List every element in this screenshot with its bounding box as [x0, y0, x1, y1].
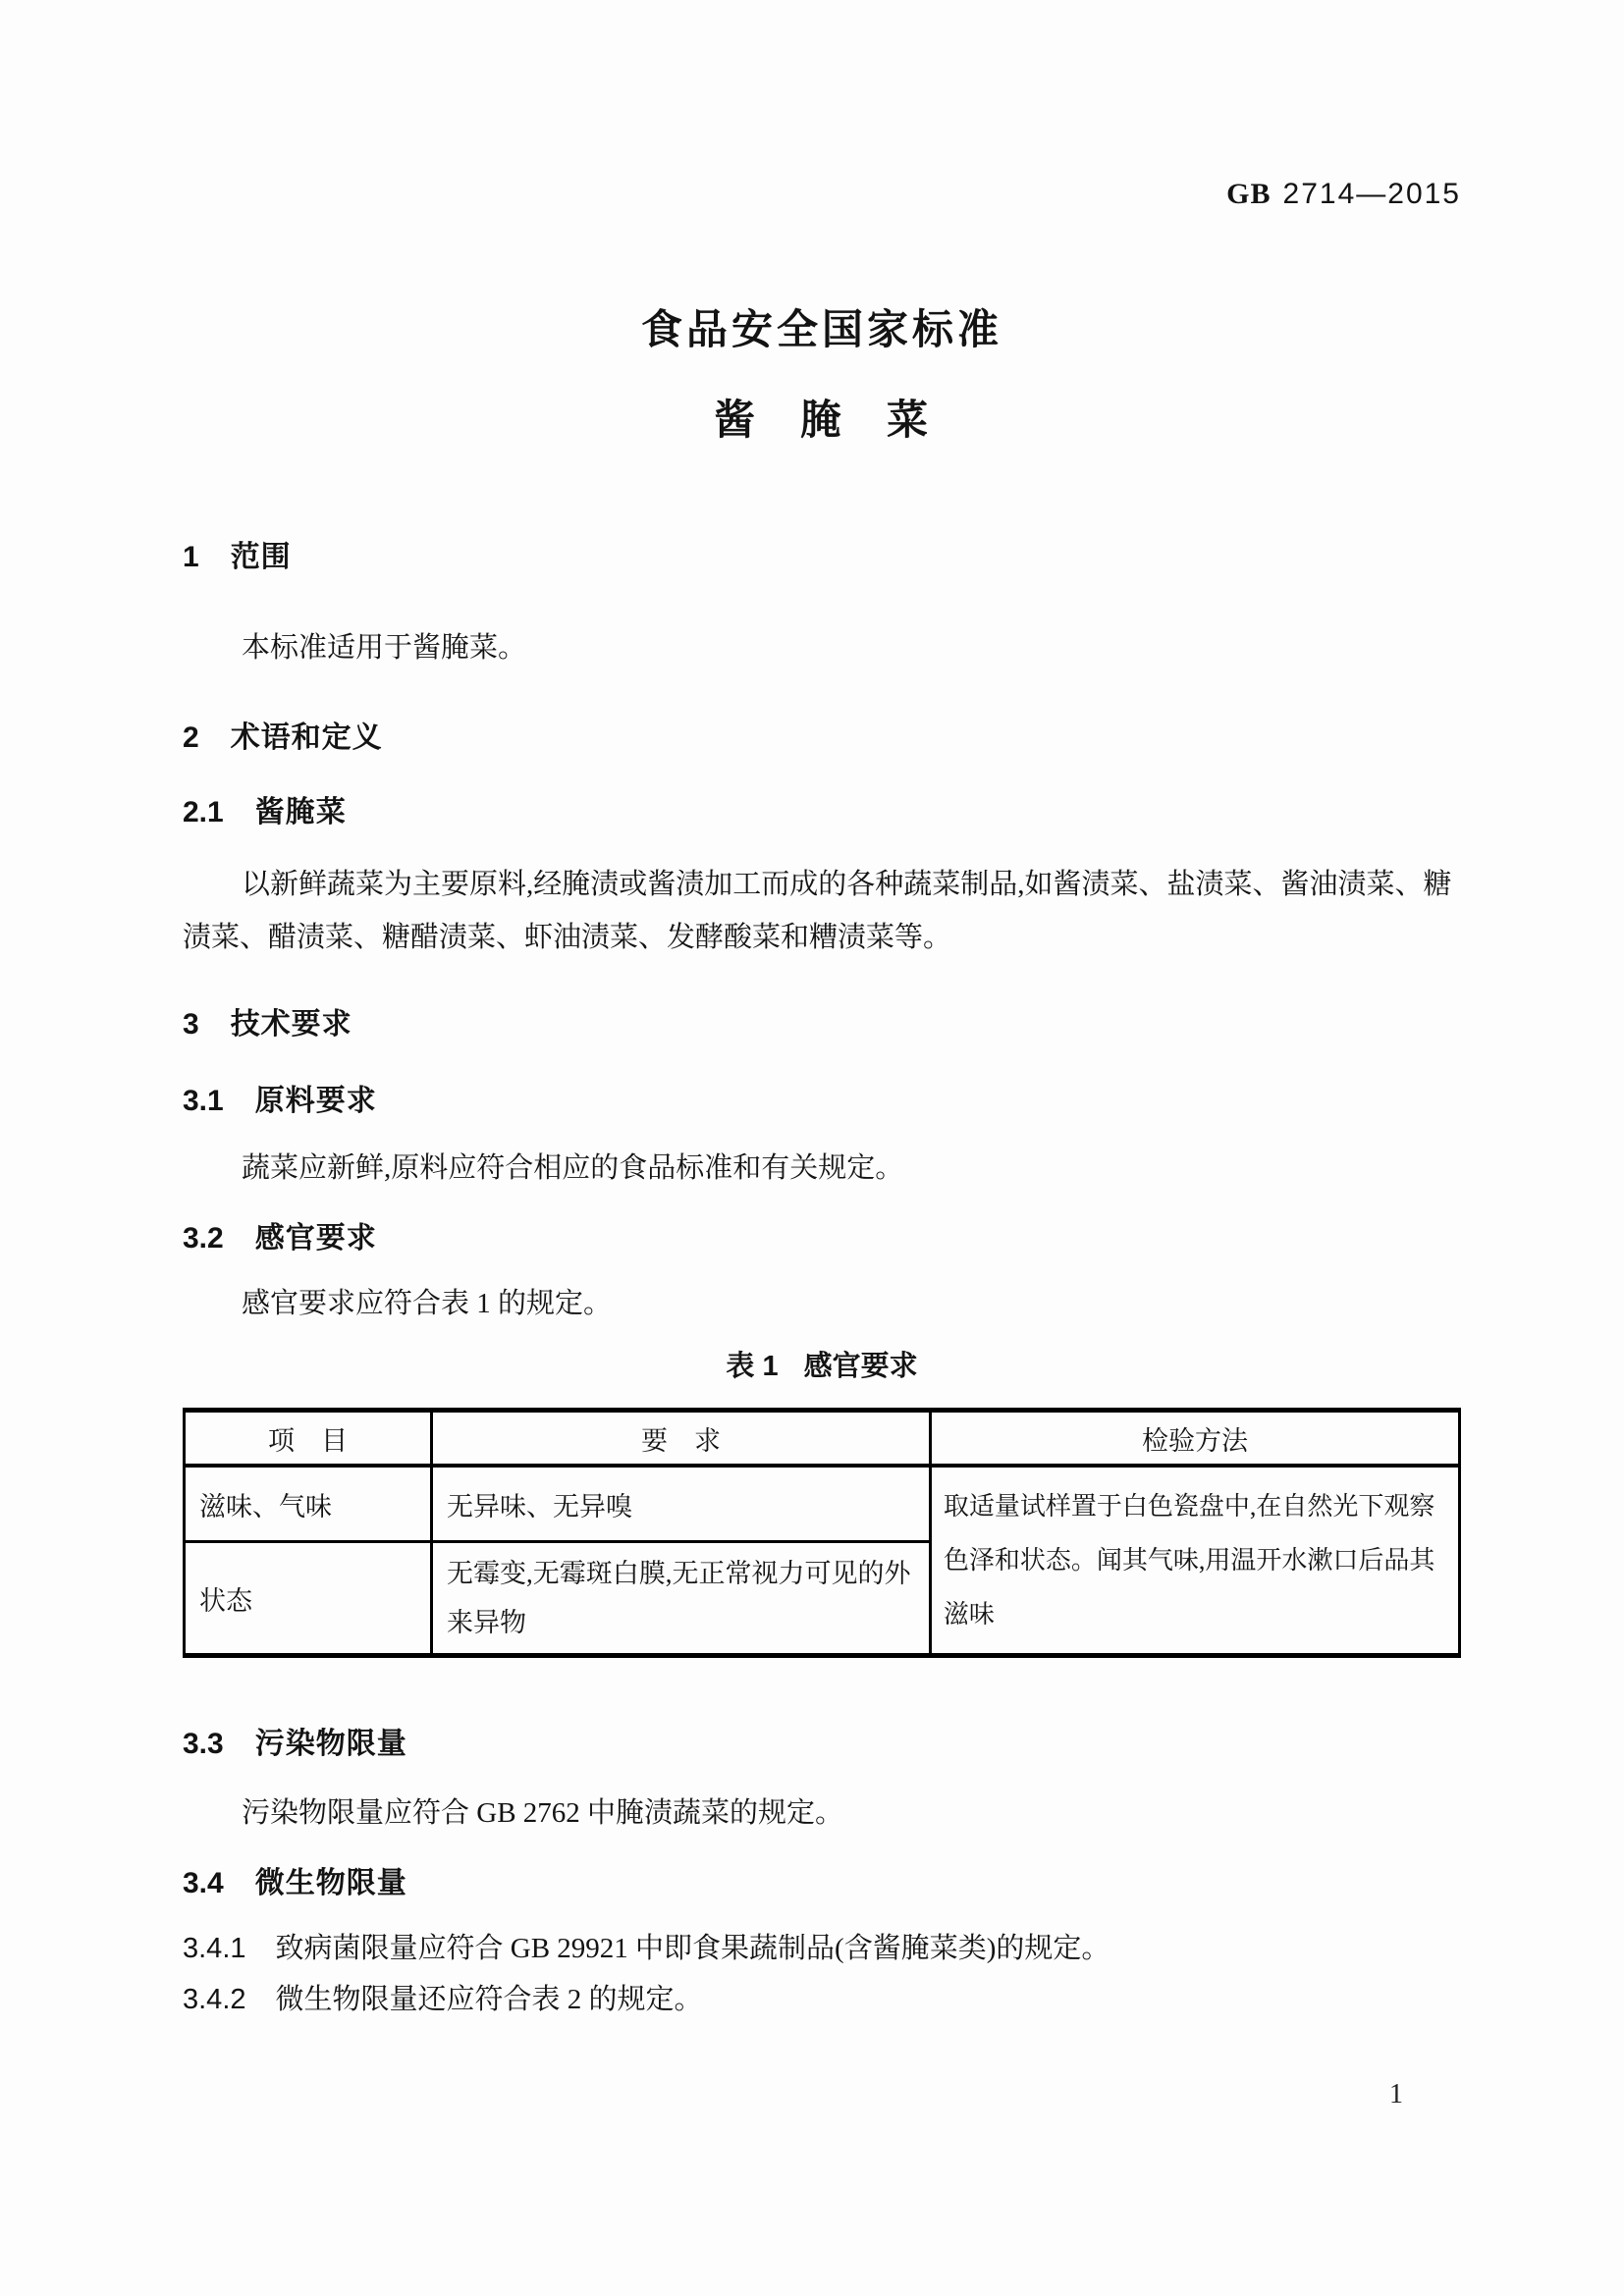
- section-label: 技术要求: [230, 1008, 352, 1041]
- section-heading-contaminant: [183, 1725, 1461, 1764]
- table-header-item: 项 目: [185, 1411, 432, 1467]
- section-label: 原料要求: [254, 1085, 377, 1117]
- page-number: 1: [1389, 2079, 1403, 2109]
- section-label: 酱腌菜: [254, 796, 347, 828]
- table1-caption-label: 表 1: [726, 1351, 779, 1382]
- section-heading-terms: [183, 719, 1461, 758]
- section-heading-microbial: [183, 1864, 1461, 1903]
- section-label: 微生物限量: [254, 1867, 407, 1899]
- paragraph-sensory: 感官要求应符合表 1 的规定。: [242, 1288, 613, 1319]
- section-heading-scope: [183, 538, 1461, 577]
- table-cell-item: 滋味、气味: [199, 1491, 332, 1522]
- paragraph-term-definition: 以新鲜蔬菜为主要原料,经腌渍或酱渍加工而成的各种蔬菜制品,如酱渍菜、盐渍菜、酱油渍菜、糖渍菜、醋渍菜、糖醋渍菜、虾油渍菜、发酵酸菜和糟渍菜等。: [183, 869, 1452, 953]
- section-heading-term-2-1: [183, 793, 1461, 832]
- standard-code-prefix: GB: [1226, 178, 1272, 210]
- clause-text: 微生物限量还应符合表 2 的规定。: [275, 1984, 703, 2015]
- section-label: 术语和定义: [230, 721, 383, 754]
- section-number: 3.2: [183, 1222, 224, 1255]
- section-label: 污染物限量: [254, 1728, 407, 1760]
- clause-number: 3.4.2: [183, 1984, 246, 2015]
- table-cell-requirement: 无霉变,无霉斑白膜,无正常视力可见的外来异物: [432, 1542, 931, 1656]
- paragraph-microbial-1: [183, 1929, 1461, 1968]
- table-cell-item: 状态: [185, 1542, 432, 1656]
- paragraph-contaminant: 污染物限量应符合 GB 2762 中腌渍蔬菜的规定。: [242, 1797, 844, 1829]
- table1-caption-title: 感官要求: [803, 1351, 918, 1382]
- document-title: 食品安全国家标准: [640, 306, 1002, 352]
- standard-code: [183, 177, 1461, 212]
- paragraph-microbial-2: [183, 1980, 1461, 2019]
- section-label: 范围: [230, 541, 292, 573]
- paragraph-scope: 本标准适用于酱腌菜。: [242, 632, 527, 664]
- section-number: 2: [183, 721, 199, 754]
- section-number: 2.1: [183, 796, 224, 828]
- clause-text: 致病菌限量应符合 GB 29921 中即食果蔬制品(含酱腌菜类)的规定。: [275, 1933, 1110, 1964]
- section-number: 3.1: [183, 1085, 224, 1117]
- document-subtitle: 酱 腌 菜: [713, 397, 930, 443]
- standard-code-number: 2714—2015: [1282, 178, 1461, 210]
- section-number: 3: [183, 1008, 199, 1041]
- table-row: [185, 1466, 1460, 1542]
- section-label: 感官要求: [254, 1222, 377, 1255]
- section-heading-sensory: [183, 1219, 1461, 1258]
- clause-number: 3.4.1: [183, 1933, 246, 1964]
- section-heading-technical: [183, 1005, 1461, 1044]
- section-number: 3.3: [183, 1728, 224, 1760]
- table-header-requirement: 要 求: [432, 1411, 931, 1467]
- sensory-requirements-table: [183, 1408, 1461, 1658]
- section-number: 3.4: [183, 1867, 224, 1899]
- table-cell-method: 取适量试样置于白色瓷盘中,在自然光下观察色泽和状态。闻其气味,用温开水漱口后品其滋味: [930, 1466, 1459, 1656]
- table-cell-requirement: 无异味、无异嗅: [432, 1466, 931, 1542]
- section-number: 1: [183, 541, 199, 573]
- table-header-method: 检验方法: [930, 1411, 1459, 1467]
- table-header-row: [185, 1411, 1460, 1467]
- table1-caption: [183, 1347, 1461, 1386]
- section-heading-raw-material: [183, 1082, 1461, 1121]
- page-content: [183, 177, 1461, 2019]
- paragraph-raw-material: 蔬菜应新鲜,原料应符合相应的食品标准和有关规定。: [242, 1152, 904, 1184]
